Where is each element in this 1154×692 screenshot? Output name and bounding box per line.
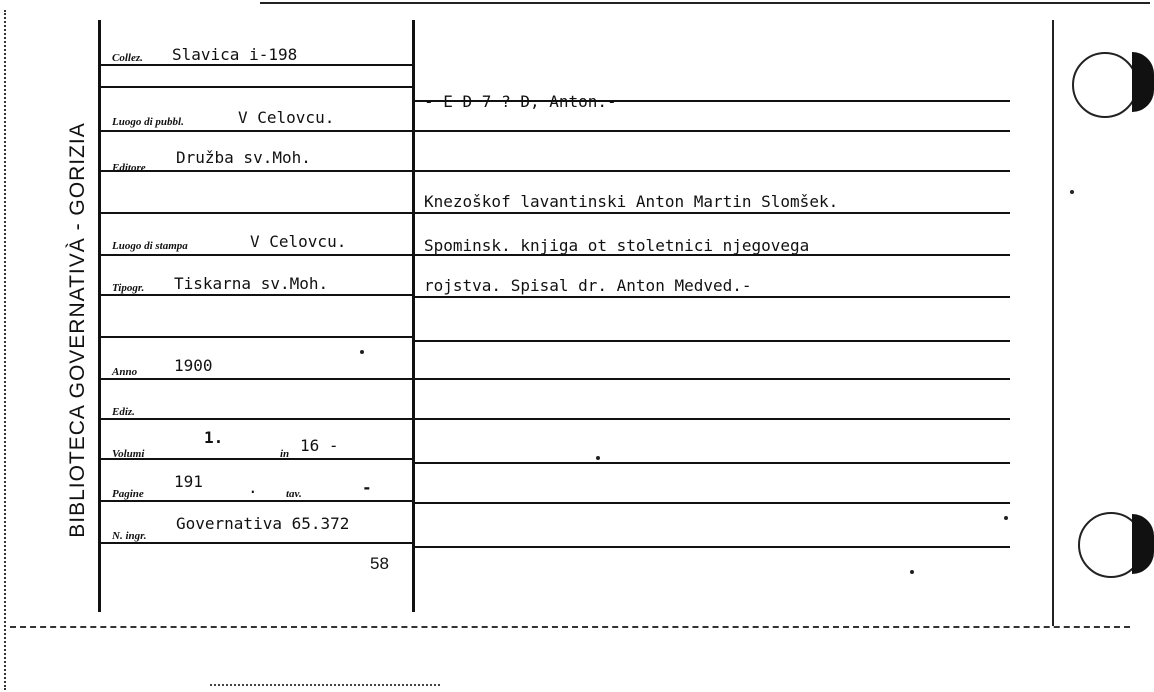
rule bbox=[100, 64, 412, 66]
rule bbox=[414, 296, 1010, 298]
ediz-label: Ediz. bbox=[112, 406, 135, 418]
title-line: Knezoškof lavantinski Anton Martin Slomšek. bbox=[424, 192, 839, 211]
author-line: - E D 7 ? D, Anton.- bbox=[424, 92, 617, 111]
luogo-stampa-label: Luogo di stampa bbox=[112, 240, 188, 252]
title-line: rojstva. Spisal dr. Anton Medved.- bbox=[424, 276, 752, 295]
tipogr-value: Tiskarna sv.Moh. bbox=[174, 274, 329, 293]
anno-label: Anno bbox=[112, 366, 138, 378]
rule bbox=[414, 546, 1010, 548]
title-line: Spominsk. knjiga ot stoletnici njegovega bbox=[424, 236, 810, 255]
center-rule bbox=[412, 20, 415, 612]
punch-hole-shadow bbox=[1132, 52, 1154, 112]
collez-value: Slavica i-198 bbox=[172, 45, 298, 64]
tipogr-label: Tipogr. bbox=[112, 282, 145, 294]
editore-label: Editore bbox=[112, 162, 146, 174]
card-bottom-edge bbox=[10, 626, 1130, 628]
card-top-edge bbox=[260, 2, 1150, 10]
n-ingr-label: N. ingr. bbox=[112, 530, 147, 542]
tav-value: - bbox=[362, 478, 372, 497]
speck bbox=[360, 350, 364, 354]
rule bbox=[100, 254, 412, 256]
punch-hole-shadow bbox=[1132, 514, 1154, 574]
library-spine-title: BIBLIOTECA GOVERNATIVÀ - GORIZIA bbox=[66, 122, 89, 538]
rule bbox=[414, 130, 1010, 132]
rule bbox=[100, 418, 412, 420]
handwritten-note: 58 bbox=[370, 554, 389, 573]
tav-label: tav. bbox=[286, 488, 302, 500]
rule bbox=[414, 170, 1010, 172]
editore-value: Družba sv.Moh. bbox=[176, 148, 311, 167]
rule bbox=[414, 212, 1010, 214]
speck bbox=[596, 456, 600, 460]
rule bbox=[100, 294, 412, 296]
rule bbox=[414, 378, 1010, 380]
rule bbox=[100, 378, 412, 380]
pagine-label: Pagine bbox=[112, 488, 144, 500]
luogo-pubbl-value: V Celovcu. bbox=[238, 108, 335, 127]
volumi-label: Volumi bbox=[112, 448, 145, 460]
rule bbox=[100, 212, 412, 214]
card-left-edge bbox=[4, 10, 16, 690]
stray-mark bbox=[210, 684, 440, 686]
rule bbox=[100, 86, 412, 88]
speck bbox=[1070, 190, 1074, 194]
luogo-pubbl-label: Luogo di pubbl. bbox=[112, 116, 184, 128]
rule bbox=[100, 336, 412, 338]
speck bbox=[1004, 516, 1008, 520]
in-label: in bbox=[280, 448, 290, 460]
rule bbox=[414, 340, 1010, 342]
rule bbox=[414, 418, 1010, 420]
card-right-edge bbox=[1052, 20, 1054, 626]
anno-value: 1900 bbox=[174, 356, 213, 375]
rule bbox=[100, 170, 412, 172]
rule bbox=[414, 462, 1010, 464]
speck bbox=[910, 570, 914, 574]
in-value: 16 - bbox=[300, 436, 339, 455]
rule bbox=[100, 542, 412, 544]
n-ingr-value: Governativa 65.372 bbox=[176, 514, 350, 533]
rule bbox=[100, 458, 412, 460]
pagine-value: 191 bbox=[174, 472, 203, 491]
rule bbox=[100, 130, 412, 132]
volumi-value: 1. bbox=[204, 428, 224, 447]
luogo-stampa-value: V Celovcu. bbox=[250, 232, 347, 251]
rule bbox=[414, 502, 1010, 504]
rule bbox=[100, 500, 412, 502]
collez-label: Collez. bbox=[112, 52, 143, 64]
pagine-separator: . bbox=[248, 478, 258, 497]
punch-hole-top bbox=[1072, 52, 1138, 118]
left-rule bbox=[98, 20, 101, 612]
